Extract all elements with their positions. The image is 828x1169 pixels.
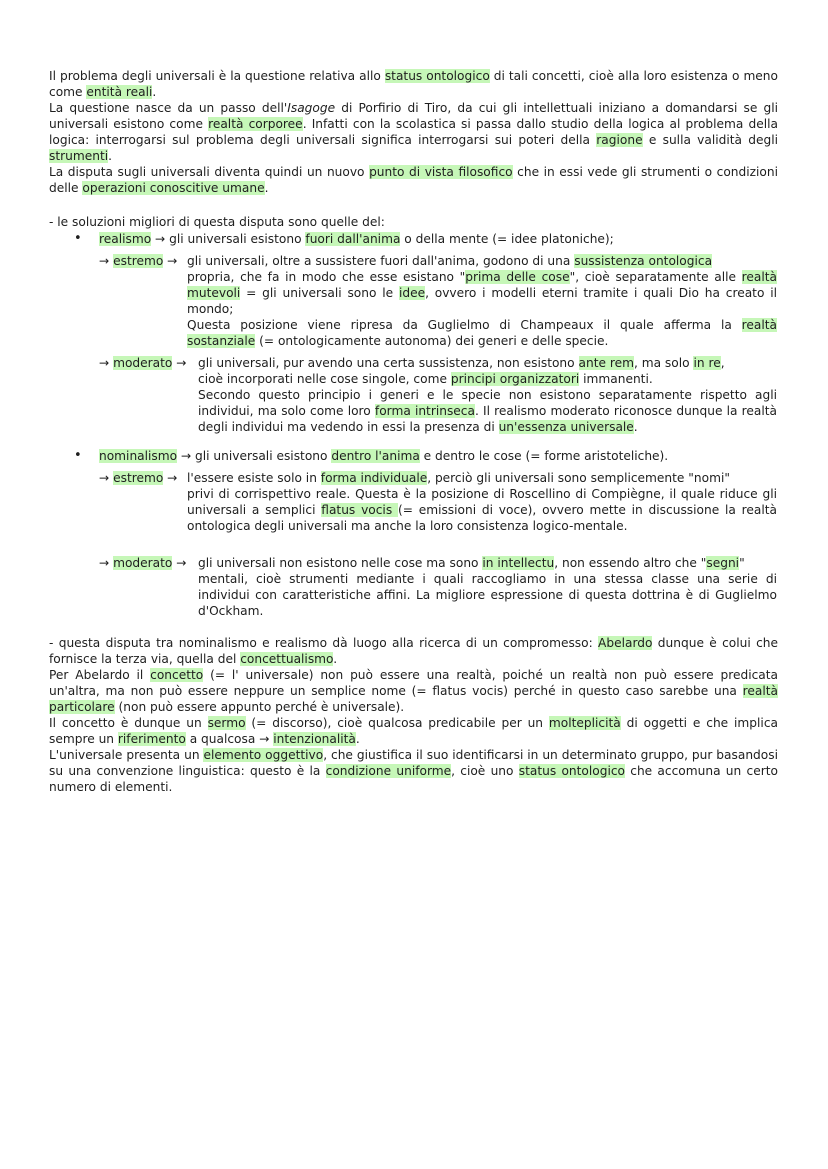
nominalismo-estremo-first-line: l'essere esiste solo in forma individuale, perciò gli universali sono semplicemente "nomi" bbox=[187, 471, 730, 485]
highlight: segni bbox=[706, 556, 740, 570]
realismo-moderato-body: cioè incorporati nelle cose singole, come principi organizzatori immanenti. Secondo questo principio i generi e le specie non esistono separatamente rispetto agli individui, ma solo come loro forma intrinseca. Il realismo moderato riconosce dunque la realtà degli individui ma vedendo in essi la presenza di un'essenza universale. bbox=[198, 372, 777, 434]
highlight: status ontologico bbox=[384, 69, 490, 83]
highlight: realismo bbox=[99, 232, 152, 246]
highlight: dentro l'anima bbox=[331, 449, 420, 463]
highlight: prima delle cose bbox=[465, 270, 570, 284]
nominalismo-moderato-first-line: gli universali non esistono nelle cose ma sono in intellectu, non essendo altro che "segni" bbox=[198, 556, 745, 570]
highlight: estremo bbox=[113, 254, 164, 268]
intro-paragraph-1: Il problema degli universali è la questione relativa allo status ontologico di tali concetti, cioè alla loro esistenza o meno come entità reali. bbox=[49, 69, 778, 99]
highlight: punto di vista filosofico bbox=[369, 165, 513, 179]
highlight: flatus vocis bbox=[321, 503, 398, 517]
highlight: sermo bbox=[207, 716, 246, 730]
highlight: molteplicità bbox=[548, 716, 621, 730]
highlight: forma intrinseca bbox=[374, 404, 475, 418]
conclusion-paragraph-1: - questa disputa tra nominalismo e realismo dà luogo alla ricerca di un compromesso: Abelardo dunque è colui che fornisce la terza via, quella del concettualismo. bbox=[49, 636, 778, 666]
highlight: ragione bbox=[596, 133, 643, 147]
highlight: status ontologico bbox=[518, 764, 625, 778]
conclusion-paragraph-3: Il concetto è dunque un sermo (= discorso), cioè qualcosa predicabile per un molteplicità di oggetti e che implica sempre un riferimento a qualcosa → intenzionalità. bbox=[49, 716, 778, 746]
realismo-heading: realismo → gli universali esistono fuori dall'anima o della mente (= idee platoniche); bbox=[99, 232, 614, 246]
bullet-icon: • bbox=[74, 448, 82, 463]
highlight: estremo bbox=[113, 471, 164, 485]
highlight: Abelardo bbox=[598, 636, 653, 650]
highlight: ante rem bbox=[578, 356, 634, 370]
highlight: concettualismo bbox=[240, 652, 334, 666]
intro-paragraph-2: La questione nasce da un passo dell'Isagoge di Porfirio di Tiro, da cui gli intellettuali iniziano a domandarsi se gli universali esistono come realtà corporee. Infatti con la scolastica si passa dallo studio della logica al problema della logica: interrogarsi sul problema degli universali significa interrogarsi sui poteri della ragione e sulla validità degli strumenti. bbox=[49, 101, 779, 163]
highlight: principi organizzatori bbox=[450, 372, 580, 386]
intro-paragraph-3: La disputa sugli universali diventa quindi un nuovo punto di vista filosofico che in essi vede gli strumenti o condizioni delle operazioni conoscitive umane. bbox=[49, 165, 778, 195]
highlight: operazioni conoscitive umane bbox=[82, 181, 265, 195]
highlight: moderato bbox=[113, 356, 173, 370]
highlight: concetto bbox=[150, 668, 204, 682]
highlight: intenzionalità bbox=[273, 732, 356, 746]
highlight: strumenti bbox=[49, 149, 109, 163]
highlight: in intellectu bbox=[482, 556, 555, 570]
highlight: nominalismo bbox=[99, 449, 178, 463]
highlight: realtà sostanziale bbox=[187, 318, 777, 348]
highlight: realtà particolare bbox=[49, 684, 778, 714]
intro-section bbox=[49, 68, 778, 196]
nominalismo-moderato-body: mentali, cioè strumenti mediante i quali raccogliamo in una stessa classe una serie di individui con caratteristiche affini. La migliore espressione di questa dottrina è di Guglielmo d'Ockham. bbox=[198, 572, 777, 618]
nominalismo-moderato-label: → moderato → bbox=[99, 556, 187, 570]
bullet-icon: • bbox=[74, 231, 82, 246]
highlight: forma individuale bbox=[320, 471, 428, 485]
nominalismo-estremo-label: → estremo → bbox=[99, 471, 178, 485]
realismo-moderato-first-line: gli universali, pur avendo una certa sussistenza, non esistono ante rem, ma solo in re, bbox=[198, 356, 725, 370]
nominalismo-estremo-body: privi di corrispettivo reale. Questa è la posizione di Roscellino di Compiègne, il quale riduce gli universali a semplici flatus vocis (= emissioni di voce), ovvero mette in discussione la realtà ontologica degli universali ma anche la loro consistenza logico-mentale. bbox=[187, 487, 777, 533]
highlight: realtà corporee bbox=[208, 117, 303, 131]
highlight: riferimento bbox=[117, 732, 186, 746]
highlight: in re bbox=[693, 356, 721, 370]
highlight: fuori dall'anima bbox=[305, 232, 401, 246]
realismo-estremo-body: propria, che fa in modo che esse esistano "prima delle cose", cioè separatamente alle realtà mutevoli = gli universali sono le idee, ovvero i modelli eterni tramite i quali Dio ha creato il mondo; Questa posizione viene ripresa da Guglielmo di Champeaux il quale afferma la realtà sostanziale (= ontologicamente autonoma) dei generi e delle specie. bbox=[187, 270, 778, 348]
conclusion-paragraph-4: L'universale presenta un elemento oggettivo, che giustifica il suo identificarsi in un determinato gruppo, pur basandosi su una convenzione linguistica: questo è la condizione uniforme, cioè uno status ontologico che accomuna un certo numero di elementi. bbox=[49, 748, 778, 794]
highlight: moderato bbox=[113, 556, 173, 570]
highlight: idee bbox=[398, 286, 426, 300]
realismo-estremo-first-line: gli universali, oltre a sussistere fuori dall'anima, godono di una sussistenza ontologica bbox=[187, 254, 713, 268]
nominalismo-heading: nominalismo → gli universali esistono dentro l'anima e dentro le cose (= forme aristoteliche). bbox=[99, 449, 669, 463]
highlight: entità reali bbox=[86, 85, 153, 99]
solutions-intro: - le soluzioni migliori di questa disputa sono quelle del: bbox=[49, 215, 385, 229]
highlight: realtà mutevoli bbox=[187, 270, 778, 300]
highlight: sussistenza ontologica bbox=[574, 254, 713, 268]
realismo-estremo-label: → estremo → bbox=[99, 254, 178, 268]
realismo-moderato-label: → moderato → bbox=[99, 356, 187, 370]
highlight: elemento oggettivo bbox=[203, 748, 324, 762]
highlight: condizione uniforme bbox=[325, 764, 452, 778]
highlight: un'essenza universale bbox=[498, 420, 634, 434]
conclusion-section bbox=[49, 635, 778, 795]
conclusion-paragraph-2: Per Abelardo il concetto (= l' universale) non può essere una realtà, poiché un realtà non può essere predicata un'altra, ma non può essere neppure un semplice nome (= flatus vocis) perché in questo caso sarebbe una realtà particolare (non può essere appunto perché è universale). bbox=[49, 668, 779, 714]
